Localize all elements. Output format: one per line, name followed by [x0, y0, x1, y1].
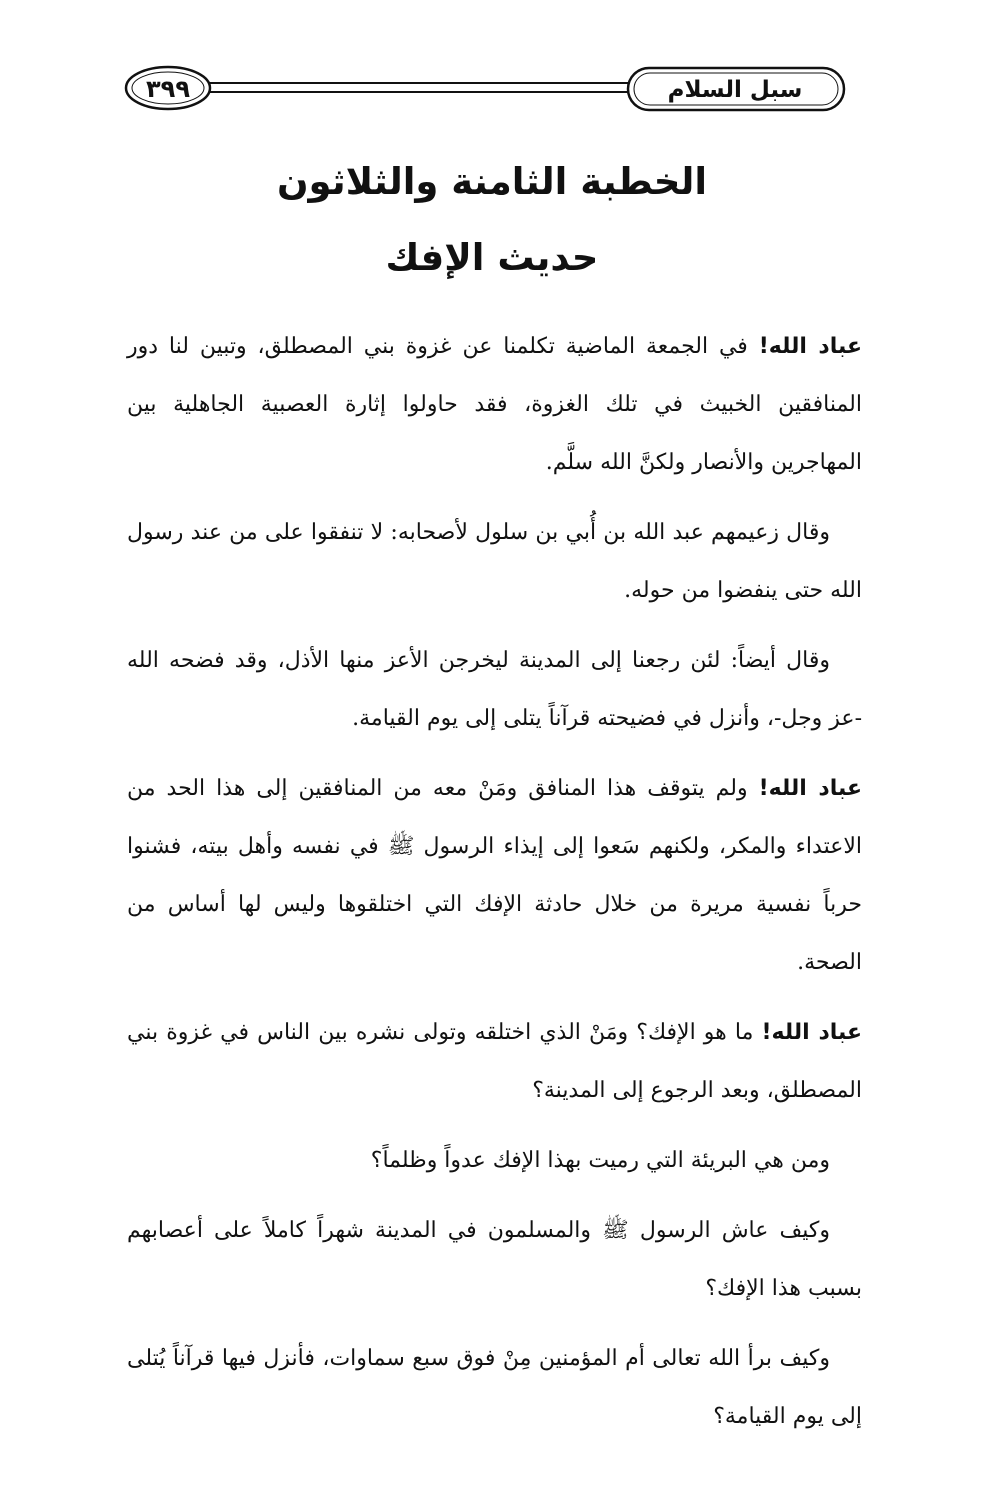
paragraph [127, 504, 862, 620]
paragraph [127, 760, 862, 992]
page-number: ٣٩٩ [146, 75, 190, 103]
sermon-subtitle: حديث الإفك [385, 236, 599, 279]
paragraph-text: ومن هي البريئة التي رميت بهذا الإفك عدواً وظلماً؟ [370, 1148, 830, 1173]
paragraph [127, 1132, 862, 1190]
paragraph-text: وكيف برأ الله تعالى أم المؤمنين مِنْ فوق سبع سماوات، فأنزل فيها قرآناً يُتلى إلى يوم القيامة؟ [127, 1346, 862, 1429]
paragraph-text: ولم يتوقف هذا المنافق ومَنْ معه من المنافقين إلى هذا الحد من الاعتداء والمكر، ولكنهم سَعوا إلى إيذاء الرسول ﷺ في نفسه وأهل بيته، فشنوا حرباً نفسية مريرة من خلال حادثة الإفك التي اختلقوها وليس لها أساس من الصحة. [127, 776, 862, 975]
paragraph-text: ما هو الإفك؟ ومَنْ الذي اختلقه وتولى نشره بين الناس في غزوة بني المصطلق، وبعد الرجوع إلى المدينة؟ [127, 1020, 862, 1103]
paragraph [127, 1202, 862, 1318]
paragraph-text: وقال زعيمهم عبد الله بن أُبي بن سلول لأصحابه: لا تنفقوا على من عند رسول الله حتى ينفضوا من حوله. [127, 520, 862, 603]
paragraph [127, 318, 862, 492]
page-header [0, 0, 984, 120]
body-text [127, 318, 862, 1458]
paragraph-lead: عباد الله! [758, 776, 862, 801]
paragraph [127, 1330, 862, 1446]
paragraph-text: وكيف عاش الرسول ﷺ والمسلمون في المدينة شهراً كاملاً على أعصابهم بسبب هذا الإفك؟ [127, 1218, 862, 1301]
paragraph-lead: عباد الله! [761, 1020, 862, 1045]
book-title: سبل السلام [667, 77, 803, 103]
paragraph-text: وقال أيضاً: لئن رجعنا إلى المدينة ليخرجن الأعز منها الأذل، وقد فضحه الله -عز وجل-، وأنزل في فضيحته قرآناً يتلى إلى يوم القيامة. [127, 648, 862, 731]
paragraph-lead: عباد الله! [758, 334, 862, 359]
paragraph [127, 1004, 862, 1120]
paragraph-text: في الجمعة الماضية تكلمنا عن غزوة بني المصطلق، وتبين لنا دور المنافقين الخبيث في تلك الغزوة، فقد حاولوا إثارة العصبية الجاهلية بين المهاجرين والأنصار ولكنَّ الله سلَّم. [127, 334, 862, 475]
sermon-title: الخطبة الثامنة والثلاثون [276, 160, 708, 203]
paragraph [127, 632, 862, 748]
